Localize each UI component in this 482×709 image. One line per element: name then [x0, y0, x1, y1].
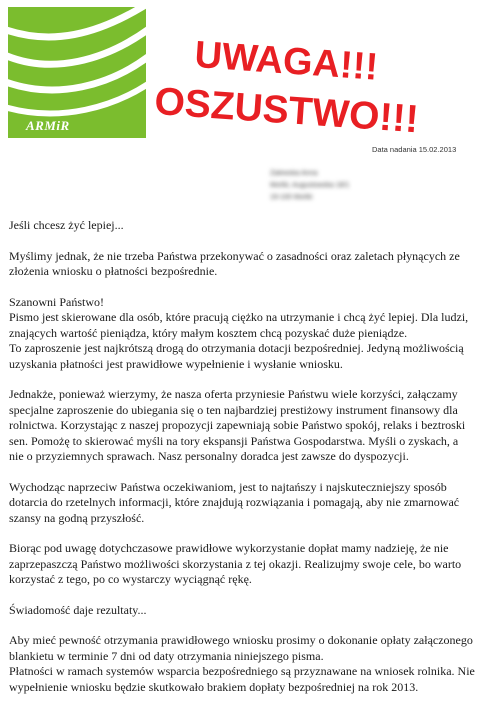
- letter-paragraph: Jednakże, ponieważ wierzymy, że nasza oferta przyniesie Państwu wiele korzyści, załączamy specjalne zaproszenie do ubiegania się o ten najbardziej prestiżowy instrument finansowy dla rolnictwa. Korzystając z naszej propozycji zapewniają sobie Państwo spokój, relaks i beztroski sen. Pomożę to skierować myśli na tory ekspansji Państwa Gospodarstwa. Myśli o zyskach, a nie o przyziemnych sprawach. Nasz personalny doradca jest zawsze do dyspozycji.: [9, 387, 466, 463]
- letter-paragraph: Płatności w ramach systemów wsparcia bezpośredniego są przyznawane na wniosek rolnika. Nie wypełnienie wniosku będzie skutkowało brakiem dopłaty bezpośredniej na rok 2013.: [9, 664, 475, 694]
- letter-paragraph: Świadomość daje rezultaty...: [9, 602, 147, 617]
- salutation: Szanowni Państwo!: [9, 294, 104, 309]
- letter-paragraph: To zaproszenie jest najkrótszą drogą do otrzymania dotacji bezpośredniej. Jedyną możliwością uzyskania płatności jest prawidłowe wypełnienie i wysłanie wniosku.: [9, 341, 464, 371]
- date-line: Data nadania 15.02.2013: [372, 145, 457, 154]
- warning-line-1: UWAGA!!!: [193, 34, 380, 89]
- letter-opening: Jeśli chcesz żyć lepiej...: [9, 218, 124, 232]
- logo-text: ARMiR: [26, 118, 70, 133]
- letter-paragraph: Myślimy jednak, że nie trzeba Państwa przekonywać o zasadności oraz zaletach płynących ze złożenia wniosku o płatności bezpośrednie.: [9, 248, 460, 278]
- letter-section: [9, 295, 475, 373]
- address-line: Zalewska Anna: [270, 170, 318, 177]
- letter-body: [9, 218, 475, 695]
- letter-paragraph: Pismo jest skierowane dla osób, które pracują ciężko na utrzymanie i chcą żyć lepiej. Dla ludzi, znających wartość pieniądza, który małym kosztem chcą pozyskać duże pieniądze.: [9, 310, 469, 340]
- address-block: [270, 168, 349, 204]
- warning-line-2: OSZUSTWO!!!: [153, 80, 420, 142]
- address-line: Mońki, Augustowska 18/1: [270, 182, 350, 189]
- letter-paragraph: Aby mieć pewność otrzymania prawidłowego wniosku prosimy o dokonanie opłaty załączonego blankietu w terminie 7 dni od daty otrzymania niniejszego pisma.: [9, 633, 473, 663]
- letter-section: [9, 633, 475, 695]
- letter-paragraph: Wychodząc naprzeciw Państwa oczekiwaniom, jest to najtańszy i najskuteczniejszy sposób dotarcia do rzetelnych informacji, które znajdują rozwiązania i pomagają, aby nie zmarnować szansy na godną przyszłość.: [9, 479, 460, 525]
- armir-logo: [8, 7, 146, 138]
- letter-paragraph: Biorąc pod uwagę dotychczasowe prawidłowe wykorzystanie dopłat mamy nadzieję, że nie zaprzepaszczą Państwo możliwości skorzystania z tej okazji. Realizujmy swoje cele, bo warto korzystać z tego, po co wystarczy wyciągnąć rękę.: [9, 541, 462, 586]
- address-line: 19-100 Mońki: [270, 194, 313, 201]
